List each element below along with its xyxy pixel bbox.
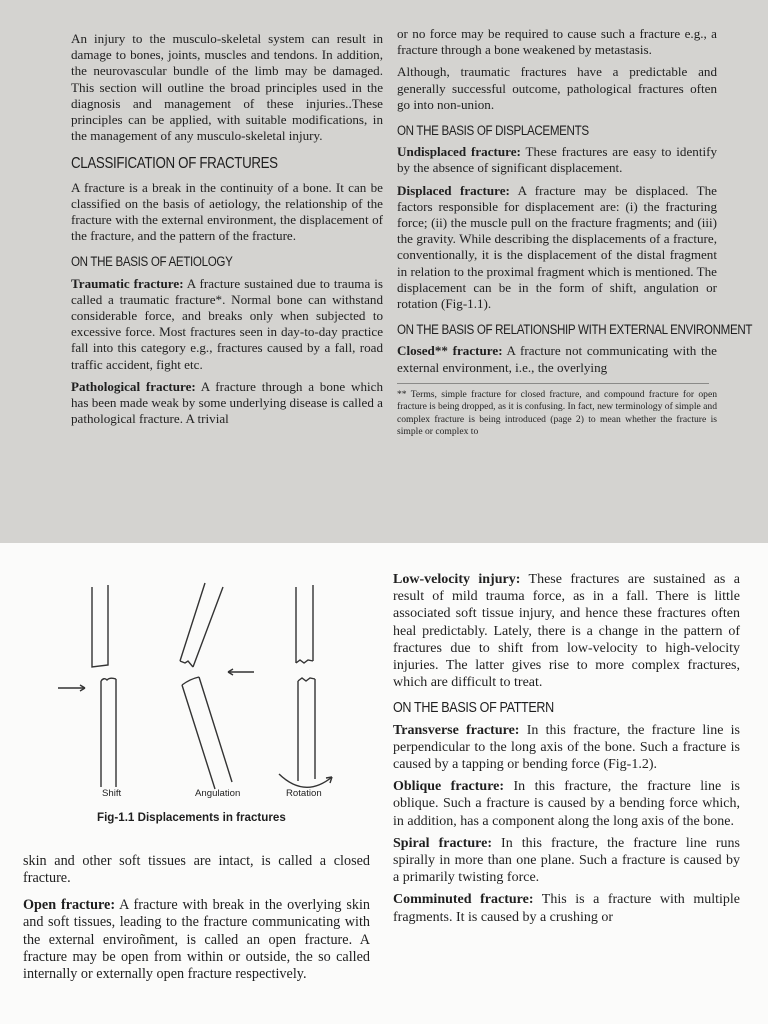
shift-proximal-fragment	[92, 585, 108, 667]
closed-fracture-text: A fracture not communicating with the external environment, i.e., the overlying	[397, 343, 717, 375]
undisplaced-fracture-paragraph	[397, 144, 717, 176]
rotation-fracture-drawing	[279, 585, 332, 787]
intro-paragraph: An injury to the musculo-skeletal system can result in damage to bones, joints, muscles and tendons. In addition, the neurovascular bundle of the limb may be damaged. This section will outline the broad principles used in the diagnosis and management of these injuries..These principles can be applied, with suitable modifications, in the management of any musculo-skeletal injury.	[71, 31, 383, 144]
top-left-column	[71, 31, 383, 433]
outcome-paragraph: Although, traumatic fractures have a predictable and generally successful outcome, pathological fractures often go into non-union.	[397, 64, 717, 112]
undisplaced-fracture-text: These fractures are easy to identify by the absence of significant displacement.	[397, 144, 717, 176]
oblique-fracture-paragraph	[393, 778, 740, 830]
closed-fracture-paragraph	[397, 343, 717, 375]
angulation-fracture-line-top	[180, 661, 193, 667]
oblique-fracture-text: In this fracture, the fracture line is oblique. Such a fracture is caused by a bending force which, in addition, has a component along the long axis of the bone.	[393, 779, 740, 829]
comminuted-fracture-text: This is a fracture with multiple fragments. It is caused by a crushing or	[393, 892, 740, 925]
low-velocity-text: These fractures are sustained as a result of mild trauma force, as in a fall. There is little associated soft tissue injury, and hence these fractures often heal predictably. Lately, there is a change in the pattern of fractures due to shift from low-velocity to high-velocity injuries. The latter gives rise to more complex fractures, which are difficult to treat.	[393, 572, 740, 691]
displaced-fracture-text: A fracture may be displaced. The factors responsible for displacement are: (i) the fracturing force; (ii) the muscle pull on the fracture fragments; and (iii) the gravity. While describing the displacements of a fracture, conventionally, it is the displacement of the distal fragment in relation to the proximal fragment which is mentioned. The displacement can be in the form of shift, angulation or rotation (Fig-1.1).	[397, 182, 717, 312]
environment-heading: ON THE BASIS OF RELATIONSHIP WITH EXTERNAL ENVIRONMENT	[397, 322, 753, 338]
closed-fracture-term: Closed** fracture:	[397, 343, 503, 359]
transverse-fracture-paragraph	[393, 722, 740, 774]
continued-paragraph: or no force may be required to cause such a fracture e.g., a fracture through a bone weakened by metastasis.	[397, 26, 717, 58]
spiral-fracture-text: In this fracture, the fracture line runs spirally in more than one plane. Such a fracture is caused by a primarily twisting force.	[393, 835, 740, 886]
open-fracture-paragraph	[23, 897, 370, 984]
low-velocity-term: Low-velocity injury:	[393, 572, 521, 587]
pathological-fracture-paragraph	[71, 379, 383, 428]
footnote: ** Terms, simple fracture for closed fracture, and compound fracture for open fracture is being dropped, as it is confusing. In fact, new terminology of simple and complex fracture is being introduced (page 2) to mean whether the fracture is simple or complex to	[397, 388, 717, 438]
transverse-fracture-term: Transverse fracture:	[393, 722, 520, 738]
oblique-fracture-term: Oblique fracture:	[393, 779, 505, 795]
figure-label-rotation: Rotation	[286, 788, 322, 799]
figure-label-angulation: Angulation	[195, 788, 241, 799]
aetiology-heading: ON THE BASIS OF AETIOLOGY	[71, 254, 233, 270]
open-fracture-term: Open fracture:	[23, 896, 116, 913]
spiral-fracture-paragraph	[393, 835, 740, 887]
figure-label-shift: Shift	[102, 788, 122, 799]
rotation-fracture-line	[296, 660, 313, 663]
traumatic-fracture-paragraph	[71, 276, 383, 373]
comminuted-fracture-term: Comminuted fracture:	[393, 892, 534, 908]
angulation-fracture-drawing	[180, 583, 232, 789]
shift-distal-fragment	[101, 679, 116, 787]
angulation-proximal-fragment	[180, 583, 223, 667]
shift-fracture-line	[101, 678, 116, 681]
displaced-fracture-term: Displaced fracture:	[397, 182, 510, 198]
top-right-column	[397, 26, 753, 444]
closed-fracture-continued: skin and other soft tissues are intact, is called a closed fracture.	[23, 853, 370, 887]
angulation-fracture-line-bottom	[182, 677, 199, 685]
traumatic-fracture-term: Traumatic fracture:	[71, 275, 184, 291]
bottom-right-column	[393, 571, 740, 926]
figure-caption: Fig-1.1 Displacements in fractures	[97, 811, 286, 824]
bottom-left-column	[23, 853, 370, 984]
pathological-fracture-text: A fracture through a bone which has been made weak by some underlying disease is called a pathological fracture. A trivial	[71, 378, 383, 427]
rotation-distal-fragment	[298, 679, 315, 781]
shift-fracture-drawing	[92, 585, 116, 787]
displacement-figure-drawing	[0, 577, 380, 837]
rotation-arrow	[279, 774, 332, 787]
low-velocity-paragraph	[393, 571, 740, 691]
comminuted-fracture-paragraph	[393, 891, 740, 925]
transverse-fracture-text: In this fracture, the fracture line is perpendicular to the long axis of the bone. Such a fracture is caused by a tapping or bending force (Fig-1.2).	[393, 722, 740, 773]
angulation-distal-fragment	[182, 677, 232, 789]
spiral-fracture-term: Spiral fracture:	[393, 835, 492, 851]
traumatic-fracture-text: A fracture sustained due to trauma is called a traumatic fracture*. Normal bone can withstand considerable force, and breaks only when subjected to excessive force. Most fractures seen in day-to-day practice fall into this category e.g., fractures caused by a fall, road traffic accident, fight etc.	[71, 275, 383, 372]
pattern-heading: ON THE BASIS OF PATTERN	[393, 700, 554, 717]
displaced-fracture-paragraph	[397, 183, 717, 313]
displacements-heading: ON THE BASIS OF DISPLACEMENTS	[397, 123, 589, 139]
rotation-proximal-fragment	[296, 585, 313, 663]
open-fracture-text: A fracture with break in the overlying skin and soft tissues, leading to the fracture communicating with the external enviroñment, is called an open fracture. A fracture may be open from within or outside, the so called internally or externally open fracture respectively.	[23, 896, 371, 983]
pathological-fracture-term: Pathological fracture:	[71, 378, 196, 394]
undisplaced-fracture-term: Undisplaced fracture:	[397, 144, 521, 160]
classification-paragraph: A fracture is a break in the continuity of a bone. It can be classified on the basis of aetiology, the relationship of the fracture with the external environment, the displacement of the fracture, and the pattern of the fracture.	[71, 179, 383, 244]
footnote-rule	[397, 383, 709, 384]
classification-heading: CLASSIFICATION OF FRACTURES	[71, 155, 278, 173]
